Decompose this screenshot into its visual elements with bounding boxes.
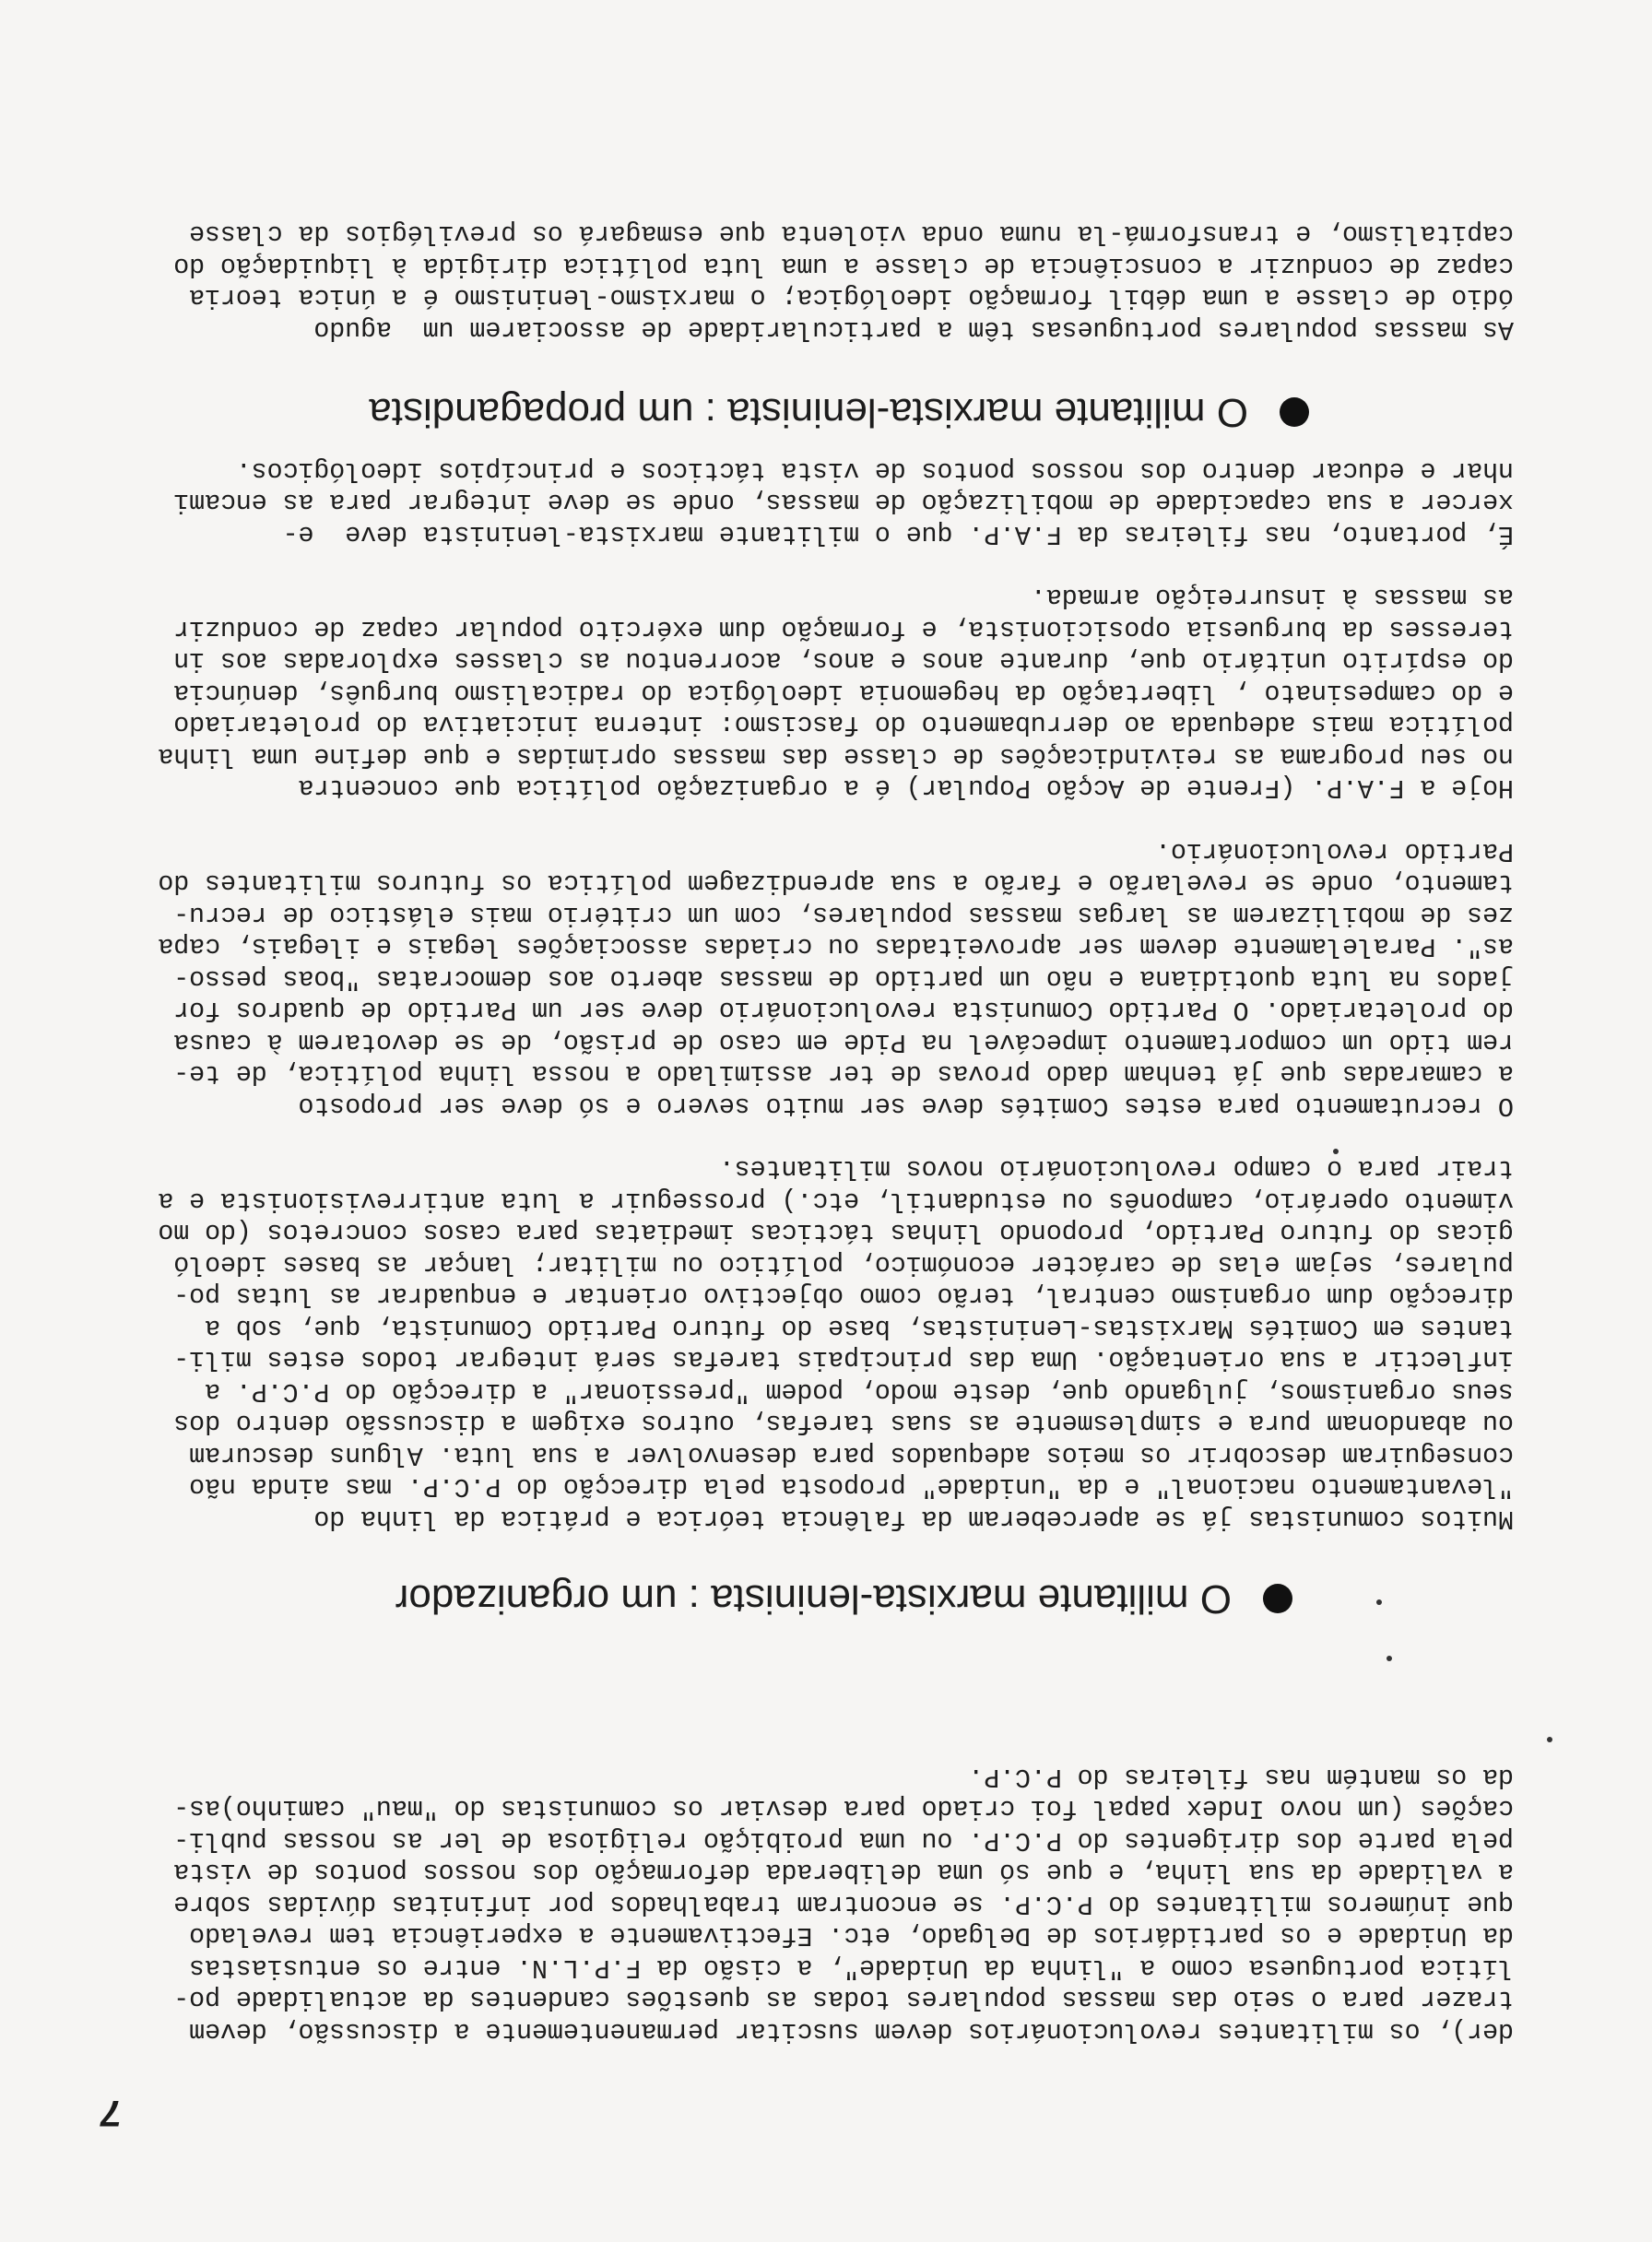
text-line: ódio de classe a uma débil formação ideológica; o marxismo-leninismo é a única teoria xyxy=(189,282,1514,313)
text-line: capitalismo, e transformá-la numa onda violenta que esmagará os previlégios da classe xyxy=(189,218,1514,250)
text-line: "levantamento nacional" e da "unidade" proposta pela direcção do P.C.P. mas ainda não xyxy=(189,1471,1514,1503)
text-line: inflectir a sua orientação. Uma das principais tarefas será integrar todos estes mili- xyxy=(173,1344,1514,1375)
text-line: da os mantém nas fileiras do P.C.P. xyxy=(968,1762,1514,1792)
text-line: a validade da sua linha, e que só uma deliberada deformação dos nossos pontos de vista xyxy=(173,1857,1514,1888)
text-line: tantes em Comités Marxistas-Leninistas, base do futuro Partido Comunista, que, sob a xyxy=(205,1313,1514,1343)
text-line: da Unidade e os partidários de Delgado, etc. Efectivamente a experiência tem revelado xyxy=(189,1920,1514,1952)
text-line: lítica portuguesa como a "linha da Unidade", a cisão da F.P.L.N. entre os entusiastas xyxy=(189,1953,1514,1983)
section-body-propagandista xyxy=(76,186,1514,345)
scan-speck xyxy=(1333,1149,1339,1154)
text-line: as massas à insurreição armada. xyxy=(1031,582,1514,613)
section-body-organizador xyxy=(76,423,1514,1535)
text-line: que inúmeros militantes do P.C.P. se encontram trabalhados por infinitas dúvidas sobre xyxy=(173,1889,1514,1919)
text-line: cações (um novo Index papal foi criado para desviar os comunistas do "mau" caminho)as- xyxy=(173,1793,1514,1824)
section-heading-organizador xyxy=(76,1571,1292,1626)
text-line: Partido revolucionário. xyxy=(1155,836,1514,867)
paragraph xyxy=(76,1152,1514,1534)
page-number: 7 xyxy=(100,2093,122,2133)
text-line: O recrutamento para estes Comités deve ser muito severo e só deve ser proposto xyxy=(298,1091,1514,1121)
section-heading-propagandista xyxy=(76,384,1309,440)
text-line: no seu programa as reivindicações de classe das massas oprimidas e que define uma linha xyxy=(158,741,1514,772)
section-title: O militante marxista-leninista : um propagandista xyxy=(369,390,1248,435)
text-line: pulares, sejam elas de carácter económico, político ou militar; lançar as bases ideoló xyxy=(173,1249,1514,1280)
text-line: política mais adequada ao derrubamento do fascismo: interna iniciativa do proletariado xyxy=(173,709,1514,740)
text-line: xercer a sua capacidade de mobilização de massas, onde se deve integrar para as encami xyxy=(173,487,1514,518)
text-line: trair para o campo revolucionário novos militantes. xyxy=(718,1153,1514,1185)
text-line: ou abandonam pura e simplesmente as suas tarefas, outros exigem a discussão dentro dos xyxy=(173,1408,1514,1439)
scan-speck xyxy=(1386,1656,1392,1661)
text-line: rem tido um comportamento impecável na Pide em caso de prisão, de se devotarem à causa xyxy=(173,1027,1514,1057)
scan-speck xyxy=(1547,1737,1552,1742)
text-line: e do campesinato , libertação da hegemonia ideológica do radicalismo burguês, denúncia xyxy=(173,678,1514,708)
text-line: gicas do futuro Partido, propondo linhas tácticas imediatas para casos concretos (do mo xyxy=(158,1217,1514,1248)
text-line: as". Paralelamente devem ser aproveitadas ou criadas associações legais e ilegais, capa xyxy=(158,931,1514,962)
paragraph xyxy=(76,835,1514,1122)
paragraph xyxy=(76,454,1514,550)
text-line: a camaradas que já tenham dado provas de ter assimilado a nossa linha política, de te- xyxy=(173,1058,1514,1090)
text-line: vimento operário, camponês ou estudantil, etc.) prosseguir a luta antirrevisionista e a xyxy=(158,1186,1514,1216)
text-line: trazer para o seio das massas populares todas as questões candentes da actualidade po- xyxy=(173,1984,1514,2015)
text-line: jados na luta quotidiana e não um partido de massas aberto aos democratas "boas pesso- xyxy=(173,963,1514,994)
text-line: teresses da burguesia oposicionista, e formação dum exército popular capaz de conduzir xyxy=(173,614,1514,644)
text-line: do proletariado. O Partido Comunista revolucionário deve ser um Partido de quadros for xyxy=(173,995,1514,1026)
intro-paragraph xyxy=(76,1761,1514,2047)
text-line: zes de mobilizarem as largas massas populares, com um critério mais elástico de recru- xyxy=(173,900,1514,930)
text-line: As massas populares portuguesas têm a particularidade de associarem um agudo xyxy=(313,314,1514,345)
text-line: Hoje a F.A.P. (Frente de Acção Popular) é a organização política que concentra xyxy=(298,773,1514,804)
text-line: tamento, onde se revelarão e farão a sua aprendizagem política os futuros militantes do xyxy=(158,867,1514,899)
bullet-icon xyxy=(1280,397,1309,427)
section-title: O militante marxista-leninista : um organizador xyxy=(395,1576,1232,1622)
text-line: direcção dum organismo central, terão como objectivo orientar e enquadrar as lutas po- xyxy=(173,1280,1514,1312)
text-line: É, portanto, nas fileiras da F.A.P. que o militante marxista-leninista deve e- xyxy=(282,519,1514,549)
text-line: seus organismos, julgando que, deste modo, podem "pressionar" a direcção do P.C.P. a xyxy=(205,1376,1514,1407)
paragraph xyxy=(76,218,1514,345)
text-line: der), os militantes revolucionários devem suscitar permanentemente a discussão, devem xyxy=(189,2016,1514,2047)
paragraph xyxy=(76,581,1514,804)
text-line: capaz de conduzir a consciência de classe a uma luta política dirigida à liquidação do xyxy=(173,251,1514,281)
text-line: do espírito unitário que, durante anos e anos, acorrentou as classes exploradas aos in xyxy=(173,645,1514,677)
text-line: nhar e educar dentro dos nossos pontos de vista tácticos e princípios ideológicos. xyxy=(235,455,1514,486)
text-line: pela parte dos dirigentes do P.C.P. ou uma proibição religiosa de ler as nossas publi- xyxy=(173,1825,1514,1856)
bullet-icon xyxy=(1263,1584,1292,1613)
scan-speck xyxy=(1376,1599,1382,1605)
text-line: conseguiram descobrir os meios adequados para desenvolver a sua luta. Alguns descuram xyxy=(189,1440,1514,1470)
text-line: Muitos comunistas já se aperceberam da falência teórica e prática da linha do xyxy=(313,1504,1514,1534)
